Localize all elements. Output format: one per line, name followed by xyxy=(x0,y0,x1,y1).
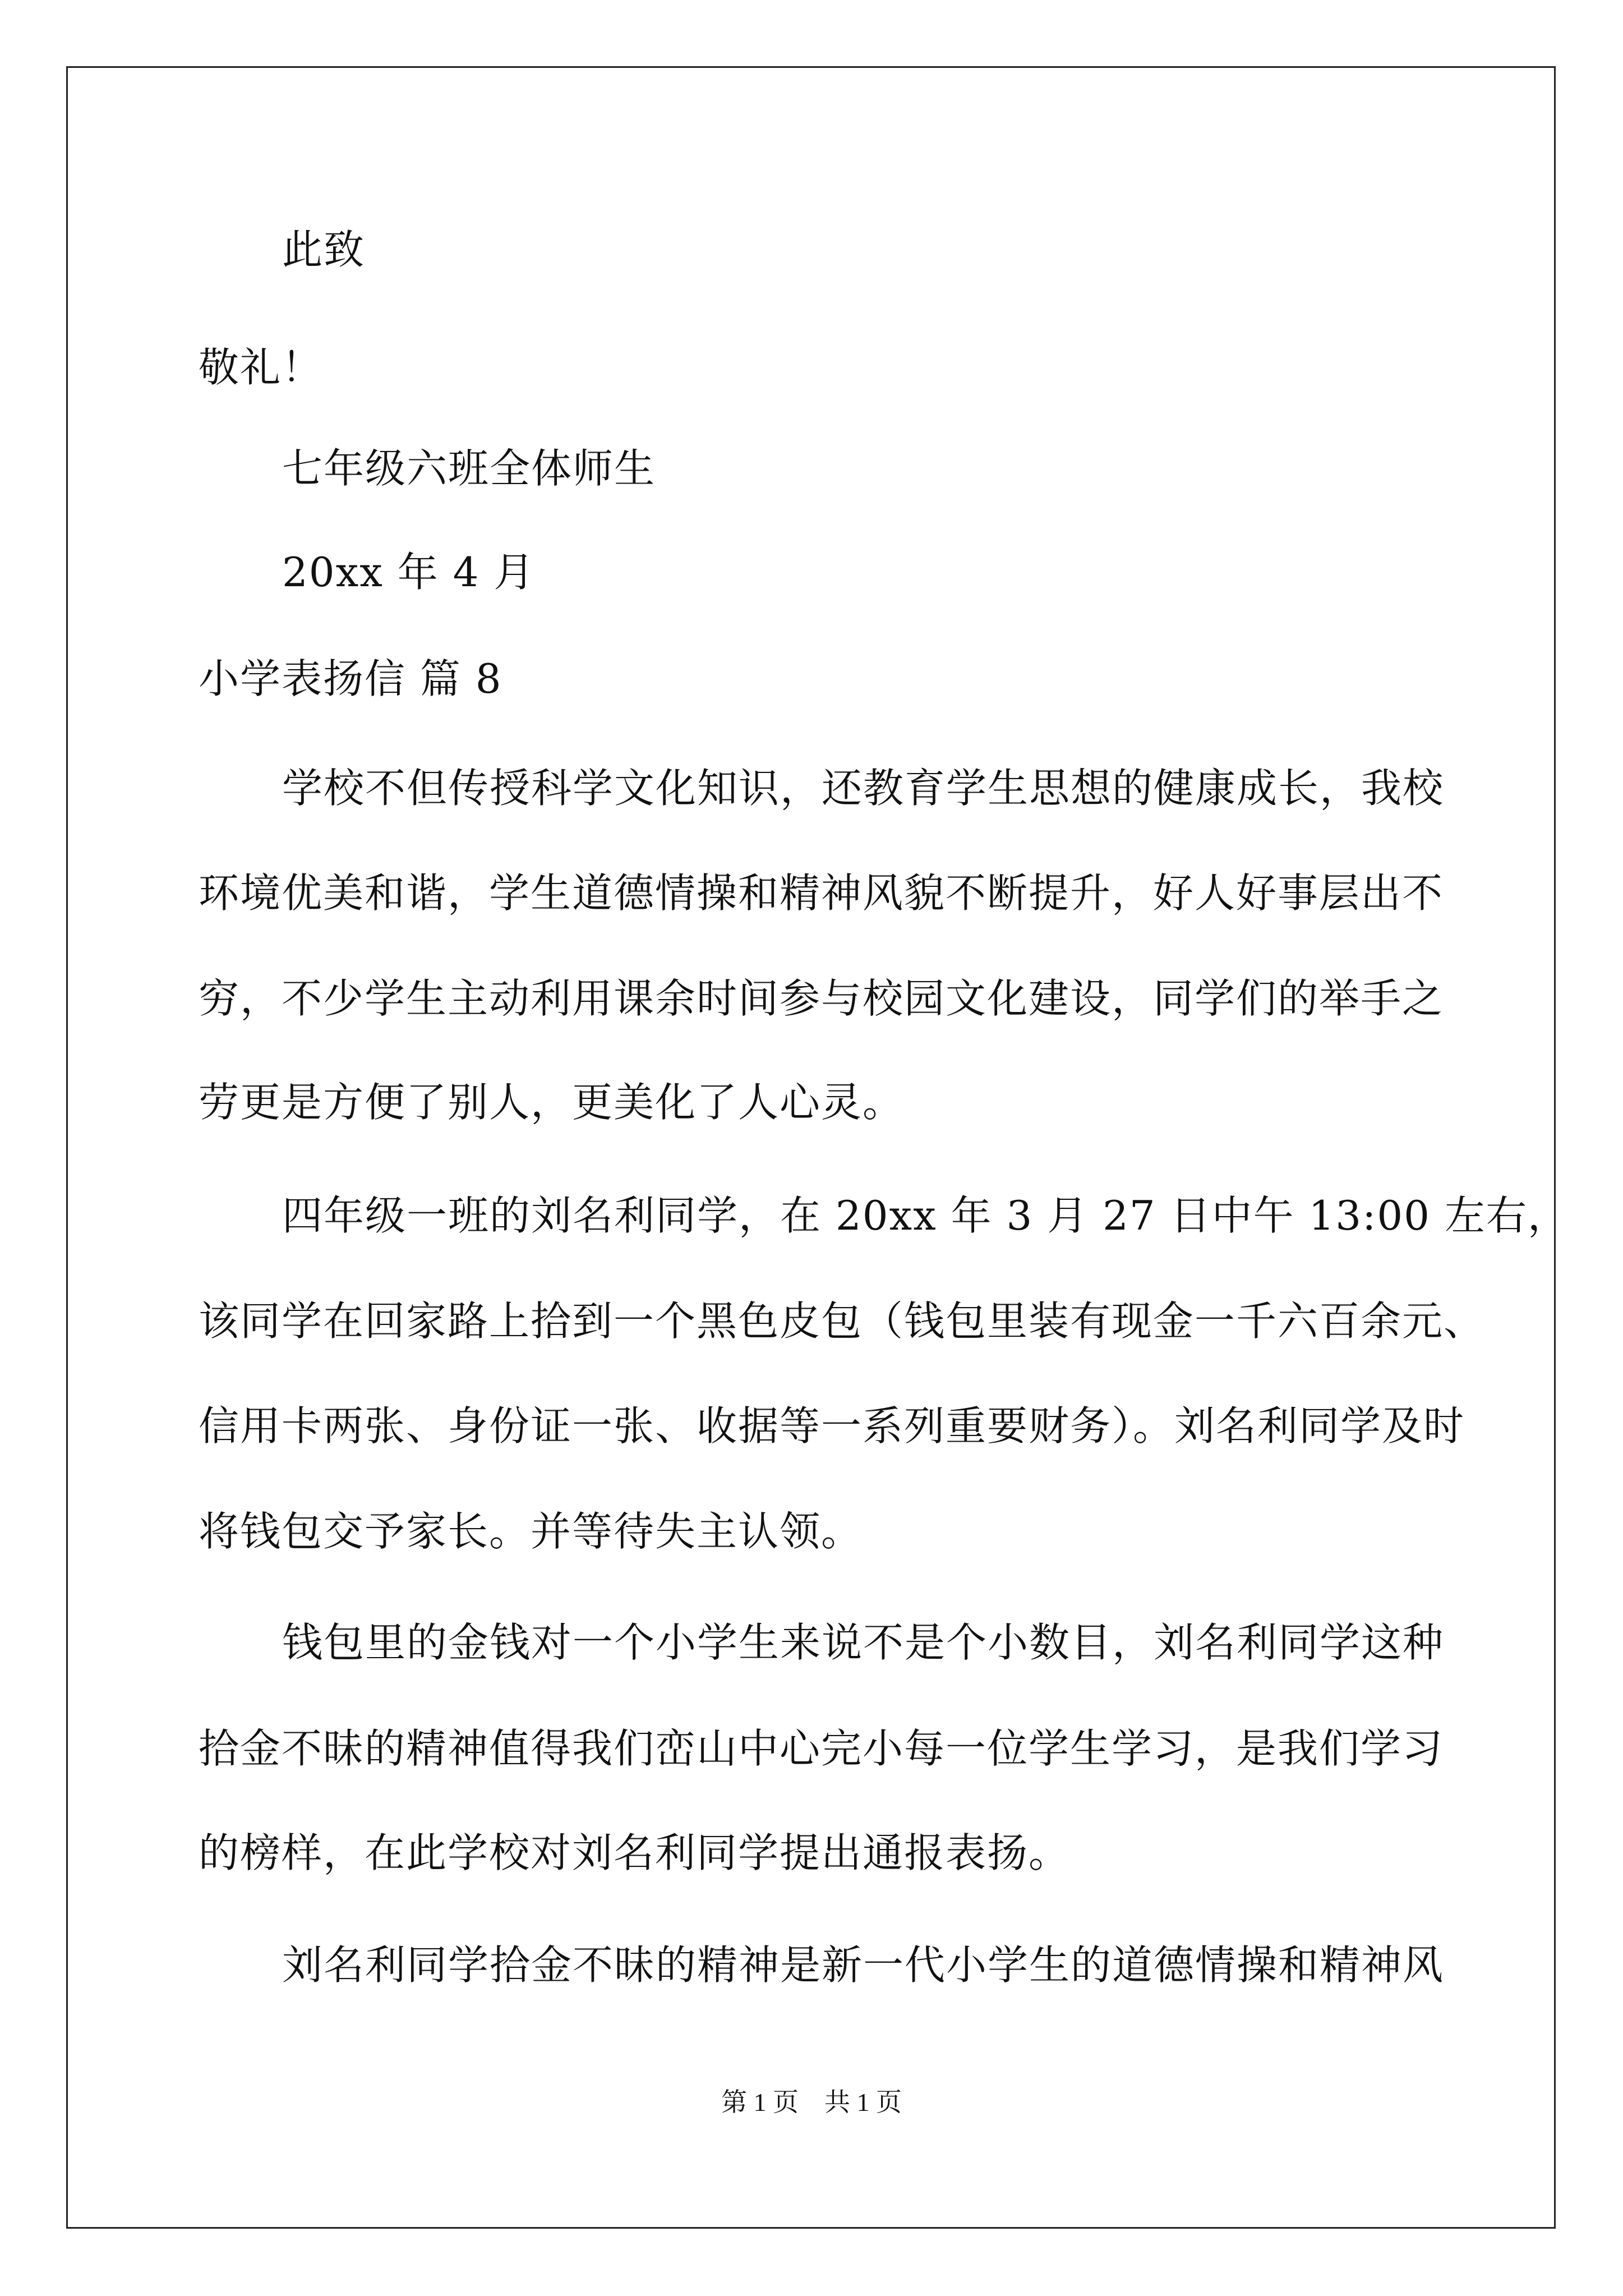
salute-line: 敬礼！ xyxy=(199,344,324,391)
signature-line: 七年级六班全体师生 xyxy=(282,445,656,492)
paragraph-line: 将钱包交予家长。并等待失主认领。 xyxy=(199,1508,863,1555)
closing-line: 此致 xyxy=(282,226,366,273)
paragraph-line: 穷，不少学生主动利用课余时间参与校园文化建设，同学们的举手之 xyxy=(199,975,1444,1022)
paragraph-line: 刘名利同学拾金不昧的精神是新一代小学生的道德情操和精神风 xyxy=(282,1941,1445,1989)
paragraph-line: 信用卡两张、身份证一张、收据等一系列重要财务）。刘名利同学及时 xyxy=(199,1402,1465,1450)
paragraph-line: 劳更是方便了别人，更美化了人心灵。 xyxy=(199,1079,905,1126)
paragraph-line: 该同学在回家路上拾到一个黑色皮包（钱包里装有现金一千六百余元、 xyxy=(199,1297,1486,1345)
paragraph-line: 学校不但传授科学文化知识，还教育学生思想的健康成长，我校 xyxy=(282,765,1445,812)
paragraph-line: 环境优美和谐，学生道德情操和精神风貌不断提升，好人好事层出不 xyxy=(199,869,1444,917)
date-line: 20xx 年 4 月 xyxy=(282,549,536,596)
section-heading: 小学表扬信 篇 8 xyxy=(199,655,502,702)
page-footer: 第 1 页 共 1 页 xyxy=(721,2088,902,2116)
paragraph-line: 的榜样，在此学校对刘名利同学提出通报表扬。 xyxy=(199,1829,1071,1876)
paragraph-line: 拾金不昧的精神值得我们峦山中心完小每一位学生学习，是我们学习 xyxy=(199,1725,1444,1772)
paragraph-line: 四年级一班的刘名利同学，在 20xx 年 3 月 27 日中午 13:00 左右， xyxy=(282,1192,1569,1239)
paragraph-line: 钱包里的金钱对一个小学生来说不是个小数目，刘名利同学这种 xyxy=(282,1619,1445,1666)
